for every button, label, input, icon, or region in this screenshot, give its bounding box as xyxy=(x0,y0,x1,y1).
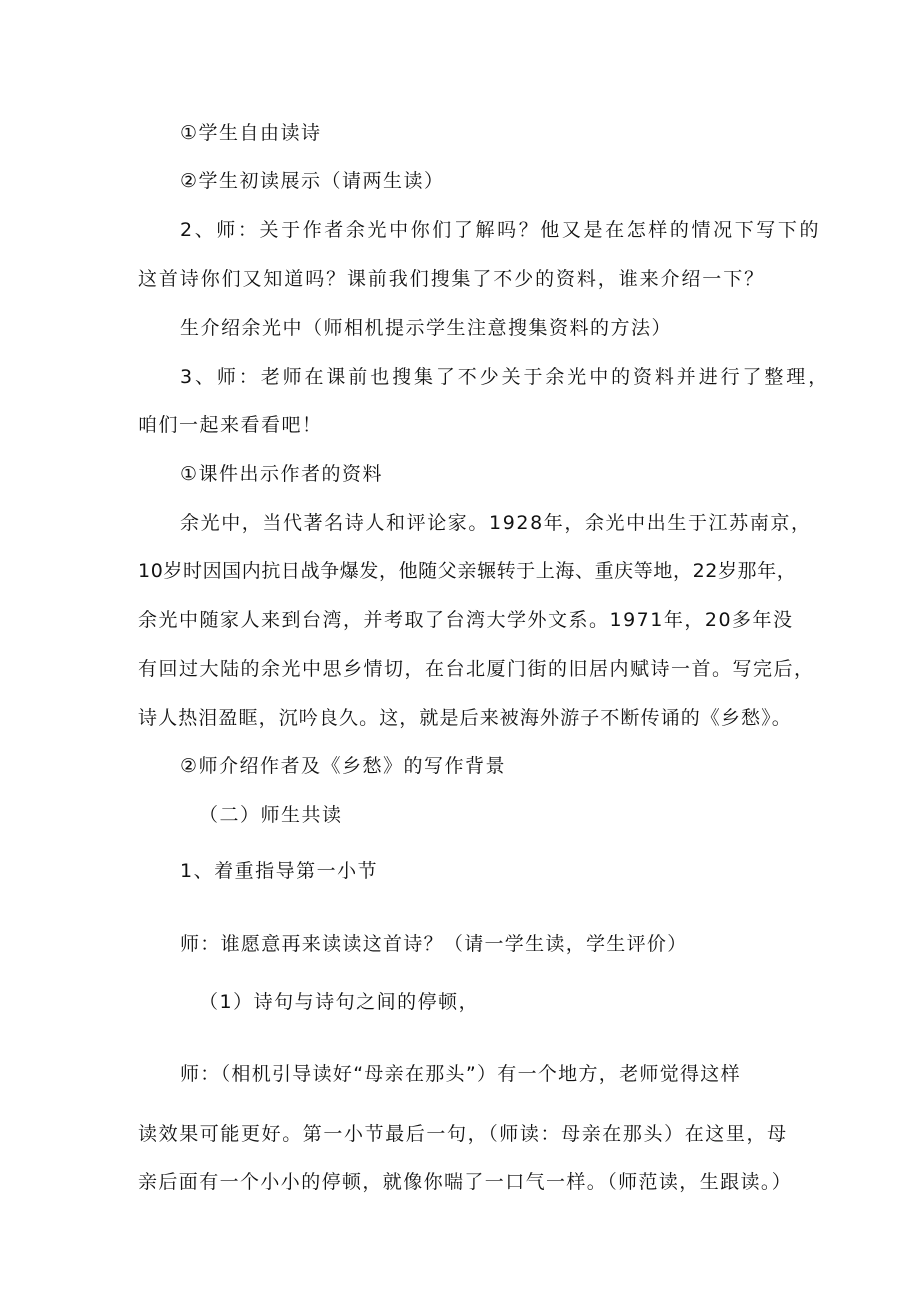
text-line-teacher-collected-materials: 3、师：老师在课前也搜集了不少关于余光中的资料并进行了整理， xyxy=(180,366,831,388)
text-line-author-bio-2: 10岁时因国内抗日战争爆发，他随父亲辗转于上海、重庆等地，22岁那年， xyxy=(138,560,797,582)
text-line-author-bio-5: 诗人热泪盈眶，沉吟良久。这，就是后来被海外游子不断传诵的《乡愁》。 xyxy=(138,707,792,729)
text-line-writing-background: ②师介绍作者及《乡愁》的写作背景 xyxy=(180,755,507,777)
text-line-pause-between-lines: （1）诗句与诗句之间的停顿， xyxy=(199,991,480,1013)
text-line-author-bio-1: 余光中，当代著名诗人和评论家。1928年，余光中出生于江苏南京， xyxy=(180,512,812,534)
text-line-question-continued: 这首诗你们又知道吗？课前我们搜集了不少的资料，谁来介绍一下？ xyxy=(138,268,766,290)
text-line-lets-look: 咱们一起来看看吧！ xyxy=(138,414,323,436)
text-line-teacher-question-author: 2、师：关于作者余光中你们了解吗？他又是在怎样的情况下写下的 xyxy=(180,219,822,241)
text-line-small-pause: 亲后面有一个小小的停顿，就像你喘了一口气一样。（师范读，生跟读。） xyxy=(138,1171,793,1193)
text-line-guide-first-stanza: 1、着重指导第一小节 xyxy=(180,860,379,882)
text-line-student-introduces-author: 生介绍余光中（师相机提示学生注意搜集资料的方法） xyxy=(180,317,673,339)
text-line-teacher-guide-reading: 师：（相机引导读好“母亲在那头”）有一个地方，老师觉得这样 xyxy=(180,1063,741,1085)
text-line-reading-effect: 读效果可能更好。第一小节最后一句，（师读：母亲在那头）在这里，母 xyxy=(138,1123,788,1145)
section-heading-shared-reading: （二）师生共读 xyxy=(199,804,343,826)
text-line-who-reads-again: 师：谁愿意再来读读这首诗？（请一学生读，学生评价） xyxy=(180,933,688,955)
text-line-courseware-author-info: ①课件出示作者的资料 xyxy=(180,463,384,485)
text-line-student-free-reading: ①学生自由读诗 xyxy=(180,122,322,144)
text-line-first-reading-show: ②学生初读展示（请两生读） xyxy=(180,170,445,192)
text-line-author-bio-3: 余光中随家人来到台湾，并考取了台湾大学外文系。1971年，20多年没 xyxy=(138,609,794,631)
text-line-author-bio-4: 有回过大陆的余光中思乡情切，在台北厦门街的旧居内赋诗一首。写完后， xyxy=(138,658,815,680)
